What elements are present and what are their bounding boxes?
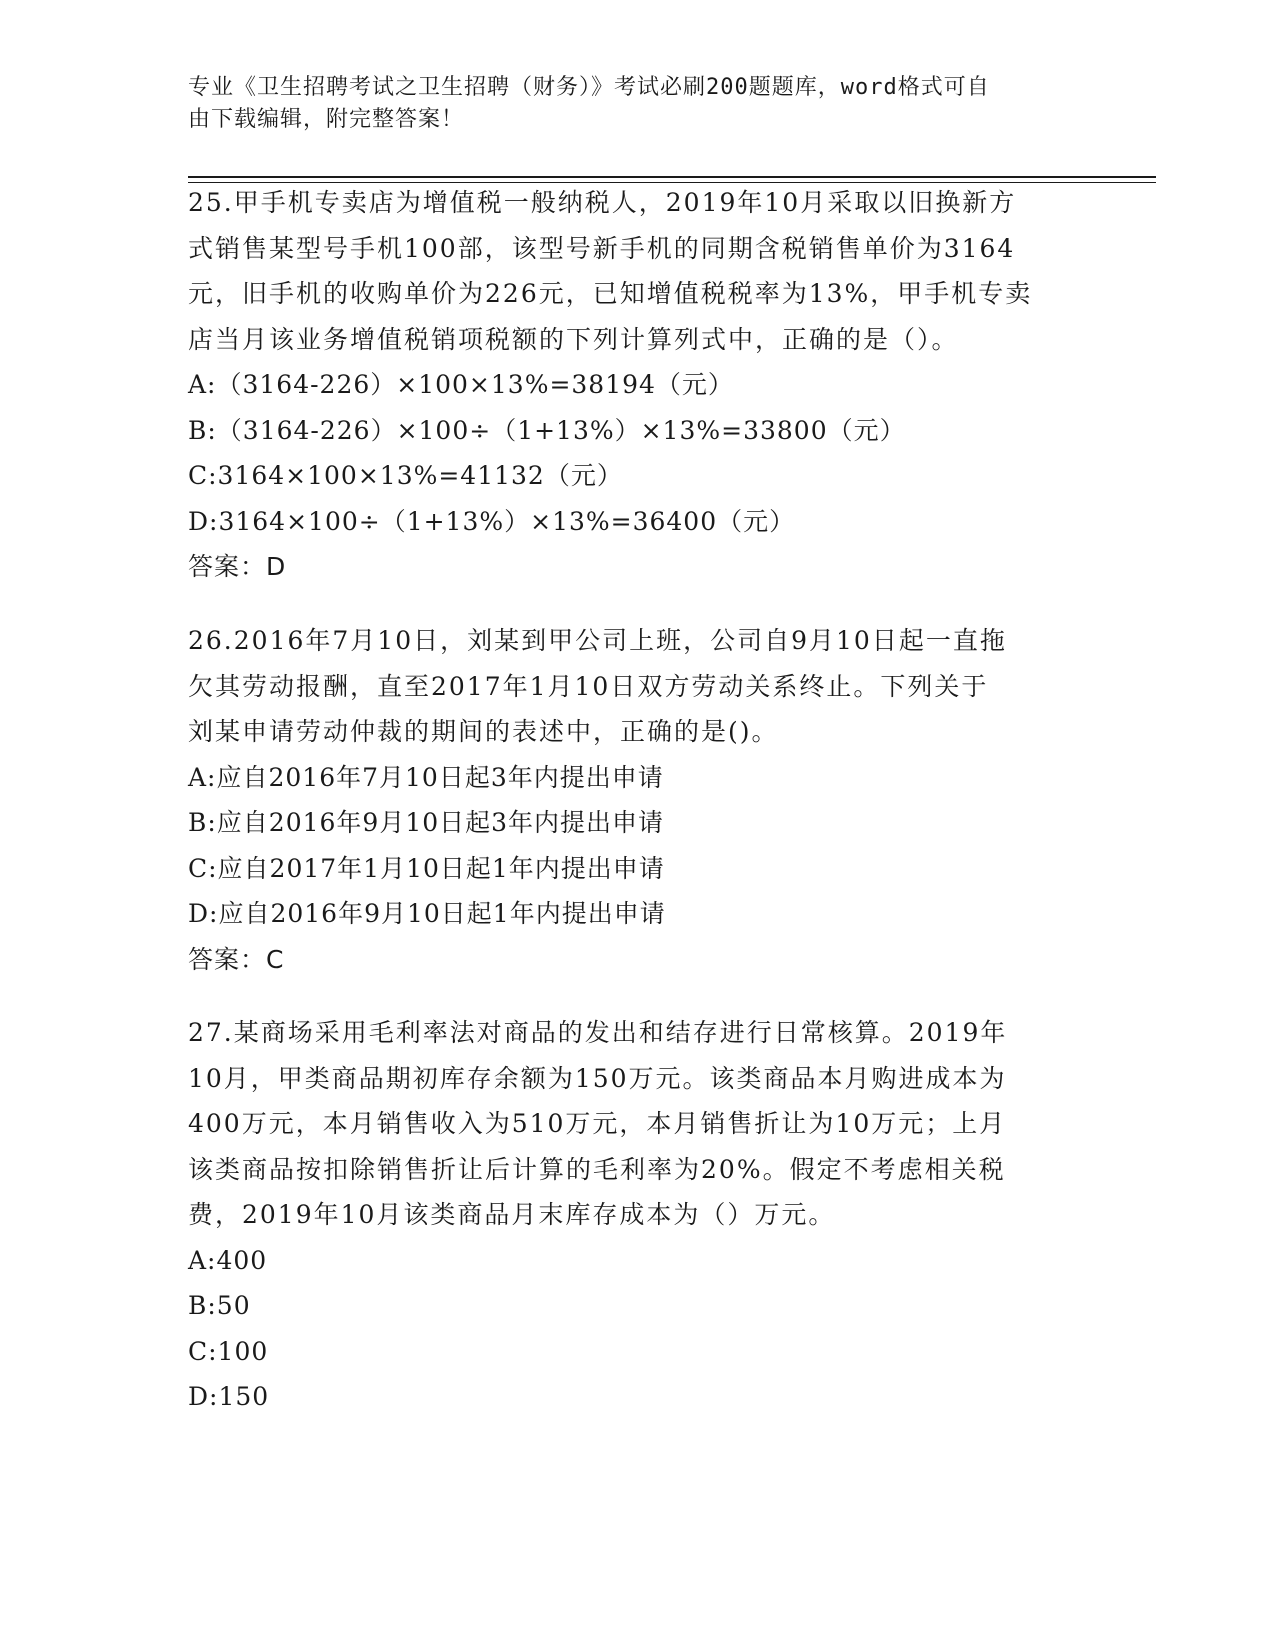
stem-line: 元，旧手机的收购单价为226元，已知增值税税率为13%，甲手机专卖 [188,279,1033,308]
question-25 [188,180,1088,590]
option-d: D:3164×100÷（1+13%）×13%=36400（元） [188,506,796,536]
stem-line: 式销售某型号手机100部，该型号新手机的同期含税销售单价为3164 [188,233,1016,263]
option-b: B:（3164-226）×100÷（1+13%）×13%=33800（元） [188,415,906,445]
stem-line: 27.某商场采用毛利率法对商品的发出和结存进行日常核算。2019年 [188,1018,1008,1047]
option-b: B:50 [188,1291,251,1320]
answer-line: 答案：D [188,552,287,581]
option-c: C:100 [188,1336,269,1366]
stem-line: 10月，甲类商品期初库存余额为150万元。该类商品本月购进成本为 [188,1063,1007,1093]
stem-line: 400万元，本月销售收入为510万元，本月销售折让为10万元；上月 [188,1109,1007,1138]
stem-line: 费，2019年10月该类商品月末库存成本为（）万元。 [188,1200,836,1229]
stem-line: 店当月该业务增值税销项税额的下列计算列式中，正确的是（）。 [188,324,959,354]
answer-line: 答案：C [188,944,285,974]
option-list [188,362,1088,544]
option-a: A:应自2016年7月10日起3年内提出申请 [188,762,664,792]
option-d: D:应自2016年9月10日起1年内提出申请 [188,899,666,928]
document-header [188,72,1068,136]
header-line: 由下载编辑，附完整答案！ [188,107,465,132]
option-list [188,1238,1088,1420]
header-line: 专业《卫生招聘考试之卫生招聘（财务）》考试必刷200题题库，word格式可自 [188,75,990,100]
header-divider [188,176,1156,178]
option-a: A:（3164-226）×100×13%=38194（元） [188,370,734,399]
stem-line: 刘某申请劳动仲裁的期间的表述中，正确的是()。 [188,717,779,746]
option-c: C:应自2017年1月10日起1年内提出申请 [188,853,665,883]
stem-line: 26.2016年7月10日，刘某到甲公司上班，公司自9月10日起一直拖 [188,626,1007,655]
stem-line: 该类商品按扣除销售折让后计算的毛利率为20%。假定不考虑相关税 [188,1154,1006,1184]
option-d: D:150 [188,1382,270,1411]
option-b: B:应自2016年9月10日起3年内提出申请 [188,808,665,837]
option-a: A:400 [188,1245,268,1275]
option-list [188,755,1088,937]
question-stem [188,1010,1088,1238]
question-stem [188,618,1088,755]
question-stem [188,180,1088,362]
question-26 [188,618,1088,982]
question-27 [188,1010,1088,1420]
option-c: C:3164×100×13%=41132（元） [188,461,623,490]
stem-line: 欠其劳动报酬，直至2017年1月10日双方劳动关系终止。下列关于 [188,671,989,701]
stem-line: 25.甲手机专卖店为增值税一般纳税人，2019年10月采取以旧换新方 [188,188,1017,217]
